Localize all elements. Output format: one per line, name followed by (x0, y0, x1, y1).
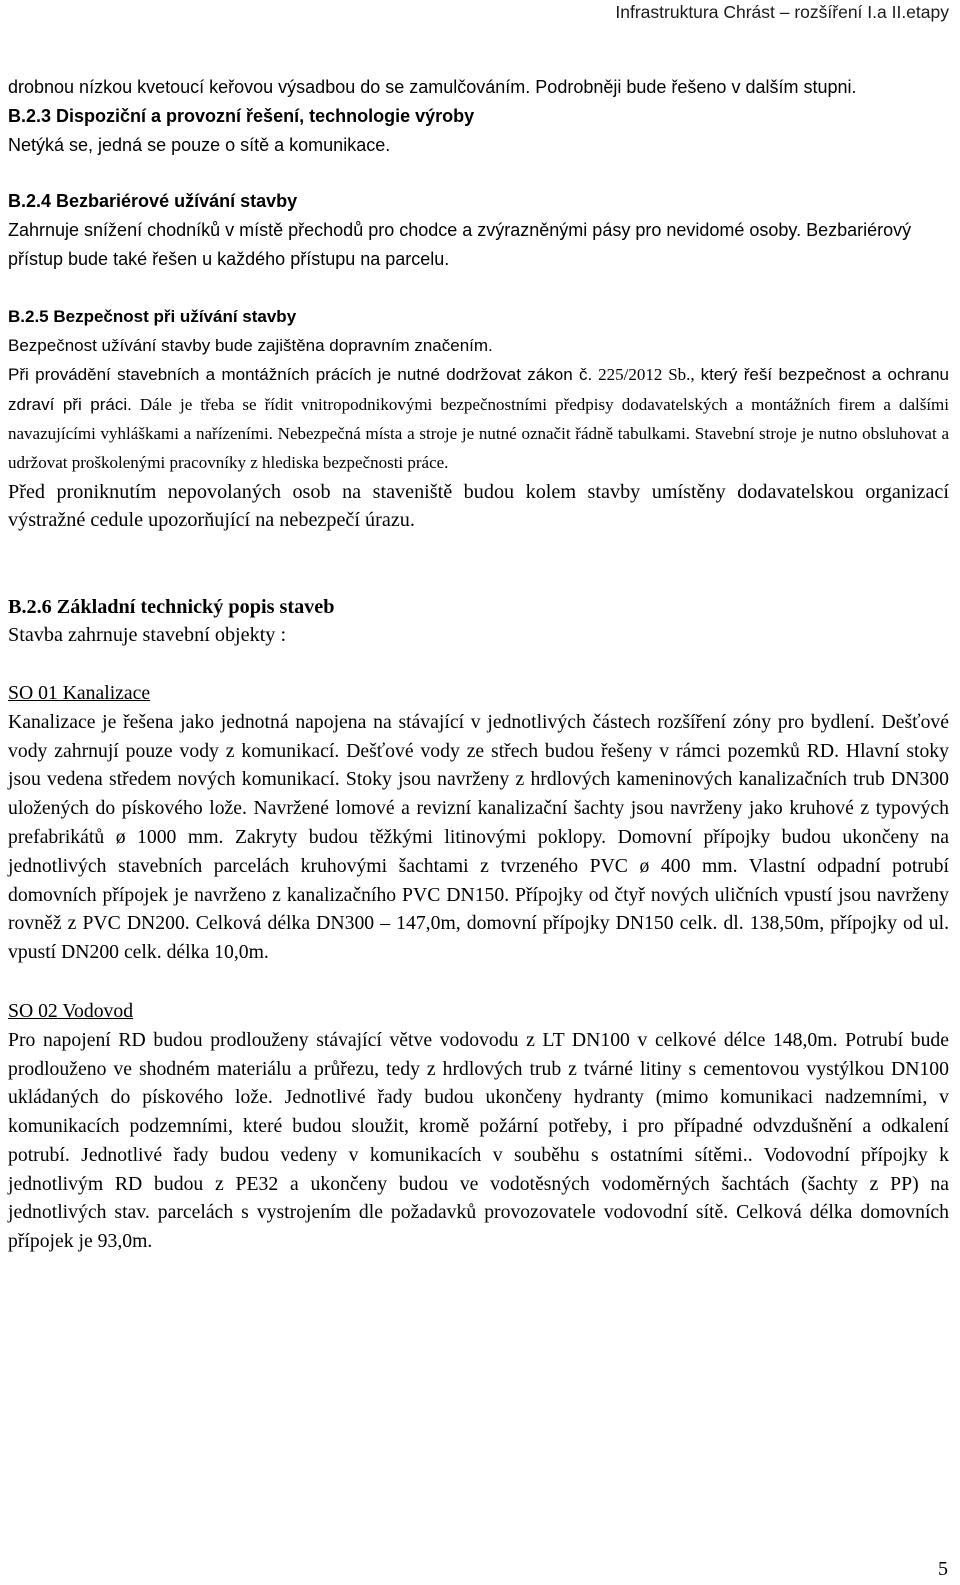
section-b25-heading: B.2.5 Bezpečnost při užívání stavby (8, 306, 297, 326)
section-b26-heading: B.2.6 Základní technický popis staveb (8, 595, 335, 618)
section-b25-text2a: Při provádění stavebních a montážních prácích je nutné dodržovat zákon č. (8, 365, 593, 385)
section-b25-text2 (8, 360, 949, 477)
running-header: Infrastruktura Chrást – rozšíření I.a II.etapy (615, 2, 949, 22)
section-b23-text: Netýká se, jedná se pouze o sítě a komunikace. (8, 134, 391, 155)
section-b25-text1: Bezpečnost užívání stavby bude zajištěna dopravním značením. (8, 336, 493, 356)
section-b24-heading: B.2.4 Bezbariérové užívání stavby (8, 191, 298, 212)
so02-title: SO 02 Vodovod (8, 999, 134, 1022)
section-b24-text: Zahrnuje snížení chodníků v místě přechodů pro chodce a zvýrazněnými pásy pro nevidomé osoby. Bezbariérový přístup bude také řešen u každého přístupu na parcelu. (8, 220, 912, 269)
intro-paragraph: drobnou nízkou kvetoucí keřovou výsadbou do se zamulčováním. Podrobněji bude řešeno v dalším stupni. (8, 77, 857, 97)
section-b26-intro: Stavba zahrnuje stavební objekty : (8, 623, 287, 646)
so01-title: SO 01 Kanalizace (8, 681, 151, 704)
law-reference: 225/2012 Sb., (592, 365, 701, 385)
document-body (8, 73, 949, 1256)
so02-text: Pro napojení RD budou prodlouženy stávající větve vodovodu z LT DN100 v celkové délce 148,0m. Potrubí bude prodlouženo ve shodném materiálu a průřezu, tedy z hrdlových trub z tvárné litiny s cementovou vystýlkou DN100 ukládaných do pískového lože. Jednotlivé řady budou ukončeny hydranty (mimo komunikaci nadzemními, v komunikacích podzemními, které budou sloužit, kromě požární potřeby, i pro případné odvzdušnění a odkalení potrubí. Jednotlivé řady budou vedeny v komunikacích v souběhu s ostatními sítěmi.. Vodovodní přípojky k jednotlivým RD budou z PE32 a ukončeny budou ve vodotěsných vodoměrných šachtách (šachty z PP) na jednotlivých stav. parcelách s vystrojením dle požadavků provozovatele vodovodní sítě. Celková délka domovních přípojek je 93,0m. (8, 1028, 949, 1253)
section-b23-heading: B.2.3 Dispoziční a provozní řešení, technologie výroby (8, 105, 475, 126)
section-b25-text2c: který řeší bezpečnost a ochranu zdraví při práci. (8, 365, 949, 414)
section-b25-text3: Před proniknutím nepovolaných osob na staveniště budou kolem stavby umístěny dodavatelskou organizací výstražné cedule upozorňující na nebezpečí úrazu. (8, 480, 949, 531)
so01-text: Kanalizace je řešena jako jednotná napojena na stávající v jednotlivých částech rozšíření zóny pro bydlení. Dešťové vody zahrnují pouze vody z komunikací. Dešťové vody ze střech budou řešeny v rámci pozemků RD. Hlavní stoky jsou vedena středem nových komunikací. Stoky jsou navrženy z hrdlových kameninových kanalizačních trub DN300 uložených do pískového lože. Navržené lomové a revizní kanalizační šachty jsou navrženy jako kruhové z typových prefabrikátů ø 1000 mm. Zakryty budou těžkými litinovými poklopy. Domovní přípojky budou ukončeny na jednotlivých stavebních parcelách kruhovými šachtami z tvrzeného PVC ø 400 mm. Vlastní odpadní potrubí domovních přípojek je navrženo z kanalizačního PVC DN150. Přípojky od čtyř nových uličních vpustí jsou navrženy rovněž z PVC DN200. Celková délka DN300 – 147,0m, domovní přípojky DN150 celk. dl. 138,50m, přípojky od ul. vpustí DN200 celk. délka 10,0m. (8, 710, 949, 964)
section-b25-text2d: Dále je třeba se řídit vnitropodnikovými bezpečnostními předpisy dodavatelských a montážních firem a dalšími navazujícími vyhláškami a nařízeními. Nebezpečná místa a stroje je nutné označit řádně tabulkami. Stavební stroje je nutno obsluhovat a udržovat proškolenými pracovníky z hlediska bezpečnosti práce. (8, 394, 949, 473)
page-number: 5 (938, 1558, 948, 1580)
